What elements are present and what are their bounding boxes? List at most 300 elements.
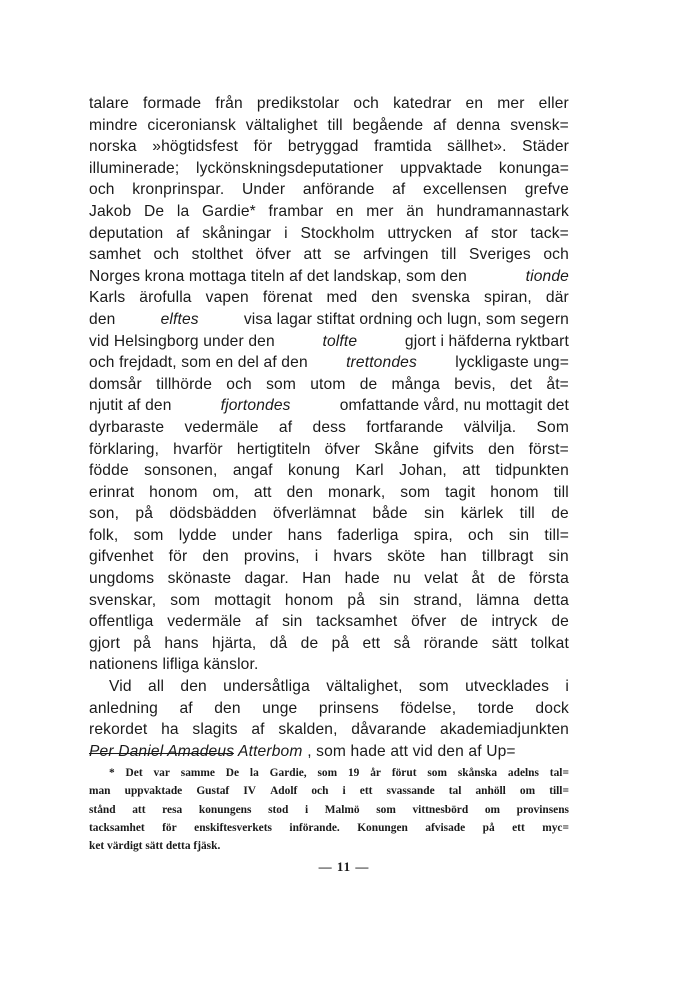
- word: velat: [424, 570, 458, 588]
- word: hans: [287, 526, 323, 544]
- word: ungdoms: [89, 570, 155, 588]
- word: la: [249, 767, 259, 779]
- word: tal=: [549, 767, 569, 779]
- word: fortfarande: [366, 418, 444, 436]
- word: gifvits: [433, 440, 475, 458]
- word: konungens: [198, 803, 252, 816]
- word: prinsens: [318, 699, 379, 717]
- word: svensk=: [510, 116, 569, 134]
- word: Gardie*: [201, 202, 256, 220]
- word: både: [372, 505, 408, 523]
- word: dock: [535, 699, 569, 717]
- word: som: [427, 767, 447, 779]
- word: skönaste: [167, 570, 232, 588]
- word: och: [468, 526, 494, 544]
- word: Vid: [109, 678, 132, 696]
- word: att: [303, 246, 322, 264]
- word: undersåtliga: [223, 678, 310, 696]
- word: vältalighet,: [326, 678, 403, 696]
- word: nu: [393, 570, 411, 588]
- word: till=: [549, 785, 569, 798]
- text-line: [89, 266, 569, 288]
- word: införande.: [289, 821, 340, 834]
- text-line: [89, 698, 569, 720]
- word: och: [311, 785, 329, 798]
- text-line: [89, 136, 569, 158]
- word: till: [519, 505, 535, 523]
- footnote-line: [89, 819, 569, 837]
- word: rörande: [423, 634, 479, 652]
- word: Gardie,: [269, 767, 307, 779]
- word: predikstolar: [256, 95, 340, 112]
- word: hans: [164, 634, 199, 652]
- word: samhet: [89, 246, 142, 264]
- footnote-line: [89, 782, 569, 800]
- word: på: [347, 591, 366, 609]
- emphasis-tolfte: tolfte: [322, 332, 358, 350]
- word: adelns: [507, 767, 539, 779]
- emphasis-elftes: elftes: [160, 310, 199, 328]
- word: som: [418, 678, 449, 696]
- word: ha: [161, 721, 179, 739]
- footnote: [89, 764, 569, 855]
- word: gifvenhet: [89, 548, 154, 566]
- word: förut: [391, 767, 417, 779]
- word: hvars: [333, 548, 373, 566]
- text-line: [89, 93, 569, 115]
- word: Gustaf: [196, 785, 230, 798]
- word: framtida: [374, 138, 432, 156]
- word: eller: [538, 95, 569, 112]
- word: hjärta,: [212, 634, 257, 652]
- word: år: [370, 767, 381, 779]
- text-line: [89, 590, 569, 612]
- word: bevis,: [454, 375, 496, 393]
- word: sin: [282, 613, 303, 631]
- word: de: [359, 375, 378, 393]
- word: till=: [544, 526, 569, 544]
- word: 19: [347, 767, 360, 779]
- word: katedrar: [393, 95, 452, 112]
- word: från: [215, 95, 243, 112]
- word: och: [153, 246, 180, 264]
- word: Karls: [89, 289, 126, 307]
- word: Adolf: [270, 785, 298, 798]
- text-line: [89, 417, 569, 439]
- word: sin: [424, 505, 445, 523]
- word: hundramannastark: [436, 202, 569, 220]
- word: ett: [512, 821, 525, 834]
- word: åt: [471, 570, 485, 588]
- word: af: [464, 224, 479, 242]
- word: svenskar,: [89, 591, 157, 609]
- word: som: [133, 526, 164, 544]
- word: honom: [490, 483, 539, 501]
- word: svenska: [411, 289, 471, 307]
- word: i: [304, 803, 309, 816]
- word: Det: [125, 767, 143, 779]
- word: detta: [533, 591, 569, 609]
- word: Sveriges: [468, 246, 531, 264]
- word: af: [255, 613, 269, 631]
- word: skalden,: [278, 721, 338, 739]
- word: och: [543, 246, 569, 264]
- word: intryck: [491, 613, 538, 631]
- word: erinrat: [89, 483, 135, 501]
- word: vedermäle: [167, 613, 242, 631]
- text-line: [89, 611, 569, 633]
- word: sätt: [491, 634, 518, 652]
- word: af: [392, 181, 406, 199]
- word: öfver: [411, 613, 447, 631]
- text-segment: den: [89, 310, 116, 328]
- text-line: [89, 676, 569, 698]
- text-line: [89, 223, 569, 245]
- word: stor: [491, 224, 518, 242]
- word: Under: [241, 181, 286, 199]
- word: de: [551, 505, 569, 523]
- word: den: [488, 440, 515, 458]
- word: dyrbaraste: [89, 418, 165, 436]
- word: slagits: [192, 721, 238, 739]
- text-line: [89, 201, 569, 223]
- footnote-divider: [89, 753, 234, 754]
- word: begående: [352, 116, 424, 134]
- word: tolkat: [530, 634, 569, 652]
- emphasis-tionde: tionde: [525, 267, 569, 285]
- word: De: [225, 767, 240, 779]
- word: uppvaktade: [124, 785, 183, 798]
- word: sin: [379, 591, 400, 609]
- word: välvilja.: [463, 418, 517, 436]
- word: Städer: [522, 138, 569, 156]
- word: de: [300, 634, 319, 652]
- word: rekordet: [89, 721, 148, 739]
- word: där: [545, 289, 569, 307]
- text-line: [89, 503, 569, 525]
- word: de: [551, 613, 569, 631]
- text-segment: lyckligaste ung=: [455, 354, 569, 372]
- text-line: [89, 158, 569, 180]
- word: stod: [268, 803, 289, 816]
- word: uppvaktade: [400, 159, 483, 177]
- word: Jakob: [89, 202, 132, 220]
- word: dåvarande: [351, 721, 427, 739]
- word: resa: [162, 803, 183, 816]
- word: all: [148, 678, 165, 696]
- word: vedermäle: [184, 418, 259, 436]
- word: på: [133, 634, 152, 652]
- word: för: [253, 138, 273, 156]
- word: denna: [456, 116, 501, 134]
- word: formade: [143, 95, 202, 112]
- word: första: [529, 570, 569, 588]
- word: mer: [497, 95, 525, 112]
- text-line: [89, 352, 569, 374]
- word: sonsonen,: [144, 462, 218, 480]
- text-line: [89, 395, 569, 417]
- word: så: [393, 634, 411, 652]
- word: son,: [89, 505, 120, 523]
- word: spira,: [413, 526, 453, 544]
- word: Malmö: [324, 803, 360, 816]
- word: samme: [180, 767, 215, 779]
- text-segment: visa lagar stiftat ordning och lugn, som segern: [243, 310, 569, 328]
- word: tack=: [530, 224, 569, 242]
- word: domsår: [89, 375, 142, 393]
- word: svassande: [386, 785, 435, 798]
- text-line: [89, 179, 569, 201]
- word: strand,: [413, 591, 463, 609]
- word: en: [335, 202, 354, 220]
- word: Som: [536, 418, 569, 436]
- word: af: [179, 699, 193, 717]
- word: gjort: [89, 634, 121, 652]
- word: tidpunkten: [495, 462, 569, 480]
- word: talare: [89, 95, 129, 112]
- word: sköte: [387, 548, 426, 566]
- word: frambar: [268, 202, 324, 220]
- word: dess: [312, 418, 347, 436]
- text-segment: , som hade att vid den af Up=: [307, 742, 516, 760]
- word: som: [317, 767, 338, 779]
- word: och: [89, 181, 115, 199]
- word: ett: [359, 785, 373, 798]
- word: af: [433, 116, 447, 134]
- word: i: [342, 785, 346, 798]
- word: spiran,: [484, 289, 532, 307]
- word: födde: [89, 462, 129, 480]
- word: på: [331, 634, 350, 652]
- word: honom: [284, 591, 334, 609]
- text-line: [89, 287, 569, 309]
- word: man: [89, 785, 111, 798]
- word: mindre: [89, 116, 138, 134]
- word: provinsens: [516, 803, 569, 816]
- word: anhöll: [475, 785, 506, 798]
- word: om,: [212, 483, 239, 501]
- word: sin: [548, 548, 569, 566]
- word: som: [400, 483, 431, 501]
- word: stolthet: [191, 246, 244, 264]
- word: se: [333, 246, 351, 264]
- word: excellensen: [423, 181, 508, 199]
- text-line: [89, 374, 569, 396]
- word: vittnesbörd: [412, 803, 469, 816]
- word: Skåne: [374, 440, 420, 458]
- word: norska: [89, 138, 137, 156]
- word: till: [441, 246, 457, 264]
- text-segment: omfattande vård, nu mottagit det: [339, 397, 569, 415]
- word: den: [214, 699, 241, 717]
- word: folk,: [89, 526, 119, 544]
- emphasis-trettondes: trettondes: [346, 354, 417, 372]
- word: konung: [288, 462, 341, 480]
- word: på: [482, 821, 495, 834]
- word: hertigtiteln: [236, 440, 311, 458]
- emphasis-atterbom: Per Daniel Amadeus Atterbom: [89, 742, 303, 760]
- word: lydde: [178, 526, 217, 544]
- text-line: [89, 115, 569, 137]
- word: än: [406, 202, 424, 220]
- word: illuminerade;: [89, 159, 180, 177]
- word: kronprinspar.: [132, 181, 225, 199]
- page-number: — 11 —: [318, 859, 370, 874]
- word: om: [519, 785, 536, 798]
- word: då: [269, 634, 288, 652]
- word: öfver: [255, 246, 292, 264]
- word: skånska: [457, 767, 498, 779]
- word: Konungen: [357, 821, 408, 834]
- word: den: [202, 548, 229, 566]
- word: mer: [366, 202, 394, 220]
- word: af: [251, 721, 265, 739]
- word: sällhet».: [447, 138, 507, 156]
- word: var: [153, 767, 170, 779]
- footnote-line: [89, 764, 569, 782]
- word: afvisade: [425, 821, 466, 834]
- word: tillhörde: [156, 375, 213, 393]
- word: provins,: [243, 548, 300, 566]
- word: faderliga: [337, 526, 399, 544]
- word: Han: [302, 570, 332, 588]
- word: ärofulla: [139, 289, 192, 307]
- word: vapen: [205, 289, 249, 307]
- word: och: [226, 375, 252, 393]
- word: af: [278, 418, 293, 436]
- text-line: nationens lifliga känslor.: [89, 656, 259, 674]
- text-segment: Norges krona mottaga titeln af det landskap, som den: [89, 267, 467, 285]
- word: Johan,: [399, 462, 447, 480]
- word: arfvingen: [363, 246, 429, 264]
- word: en: [465, 95, 484, 112]
- word: lyckönskningsdeputationer: [195, 159, 384, 177]
- word: i: [565, 678, 569, 696]
- word: som: [376, 803, 396, 816]
- word: öfver: [324, 440, 361, 458]
- text-line: [89, 546, 569, 568]
- word: och: [353, 95, 379, 112]
- word: många: [391, 375, 440, 393]
- word: vältalighet: [245, 116, 318, 134]
- word: dagar.: [244, 570, 289, 588]
- word: konunga=: [498, 159, 569, 177]
- word: de: [460, 613, 478, 631]
- word: till: [327, 116, 343, 134]
- word: angaf: [232, 462, 273, 480]
- word: den: [371, 289, 398, 307]
- word: att: [462, 462, 481, 480]
- word: ciceroniansk: [147, 116, 236, 134]
- text-segment: gjort i häfderna ryktbart: [404, 332, 569, 350]
- word: akademiadjunkten: [440, 721, 569, 739]
- word: sin: [508, 526, 530, 544]
- text-line: [89, 244, 569, 266]
- text-segment: njutit af den: [89, 397, 172, 415]
- word: anledning: [89, 699, 158, 717]
- word: uttrycken: [387, 224, 453, 242]
- word: deputation: [89, 224, 164, 242]
- word: monark,: [327, 483, 386, 501]
- word: tacksamhet: [89, 821, 145, 834]
- word: som: [266, 375, 296, 393]
- word: öfverlämnat: [273, 505, 357, 523]
- word: under: [231, 526, 273, 544]
- word: tillbragt: [481, 548, 534, 566]
- word: åt=: [546, 375, 569, 393]
- word: det: [510, 375, 533, 393]
- word: födelse,: [400, 699, 457, 717]
- word: IV: [243, 785, 256, 798]
- word: la: [176, 202, 190, 220]
- text-line: [89, 439, 569, 461]
- word: i: [314, 548, 319, 566]
- word: på: [135, 505, 154, 523]
- word: den: [180, 678, 207, 696]
- word: Karl: [355, 462, 384, 480]
- footnote-line: ket värdigt sätt detta fjäsk.: [89, 840, 221, 853]
- word: till: [553, 483, 569, 501]
- word: att: [253, 483, 272, 501]
- word: som: [170, 591, 201, 609]
- word: honom: [149, 483, 198, 501]
- word: dödsbädden: [169, 505, 257, 523]
- emphasis-fjortondes: fjortondes: [220, 397, 291, 415]
- word: *: [109, 767, 115, 779]
- word: han: [440, 548, 467, 566]
- word: mottagit: [214, 591, 271, 609]
- text-line: [89, 309, 569, 331]
- word: kärlek: [460, 505, 504, 523]
- word: offentliga: [89, 613, 154, 631]
- word: myc=: [542, 821, 569, 834]
- footnote-line: [89, 801, 569, 819]
- word: utom: [310, 375, 346, 393]
- word: om: [484, 803, 501, 816]
- word: att: [132, 803, 146, 816]
- word: förenat: [262, 289, 313, 307]
- text-line: [89, 525, 569, 547]
- word: af: [176, 224, 190, 242]
- word: hade: [344, 570, 380, 588]
- word: förklaring,: [89, 440, 160, 458]
- word: torde: [477, 699, 514, 717]
- word: hvarför: [173, 440, 223, 458]
- word: stånd: [89, 803, 116, 816]
- word: utvecklades: [465, 678, 550, 696]
- word: unge: [262, 699, 298, 717]
- word: tal: [448, 785, 462, 798]
- text-line: [89, 331, 569, 353]
- word: skåningar: [202, 224, 272, 242]
- word: anförande: [302, 181, 375, 199]
- text-line: [89, 741, 569, 763]
- word: grefve: [524, 181, 569, 199]
- word: först=: [528, 440, 569, 458]
- text-line: [89, 460, 569, 482]
- text-line: [89, 719, 569, 741]
- word: tagit: [445, 483, 476, 501]
- text-line: [89, 633, 569, 655]
- word: ett: [362, 634, 381, 652]
- text-line: [89, 568, 569, 590]
- word: de: [498, 570, 516, 588]
- word: Stockholm: [300, 224, 375, 242]
- word: lämna: [476, 591, 520, 609]
- text-line: [89, 482, 569, 504]
- word: »högtidsfest: [152, 138, 239, 156]
- word: för: [168, 548, 188, 566]
